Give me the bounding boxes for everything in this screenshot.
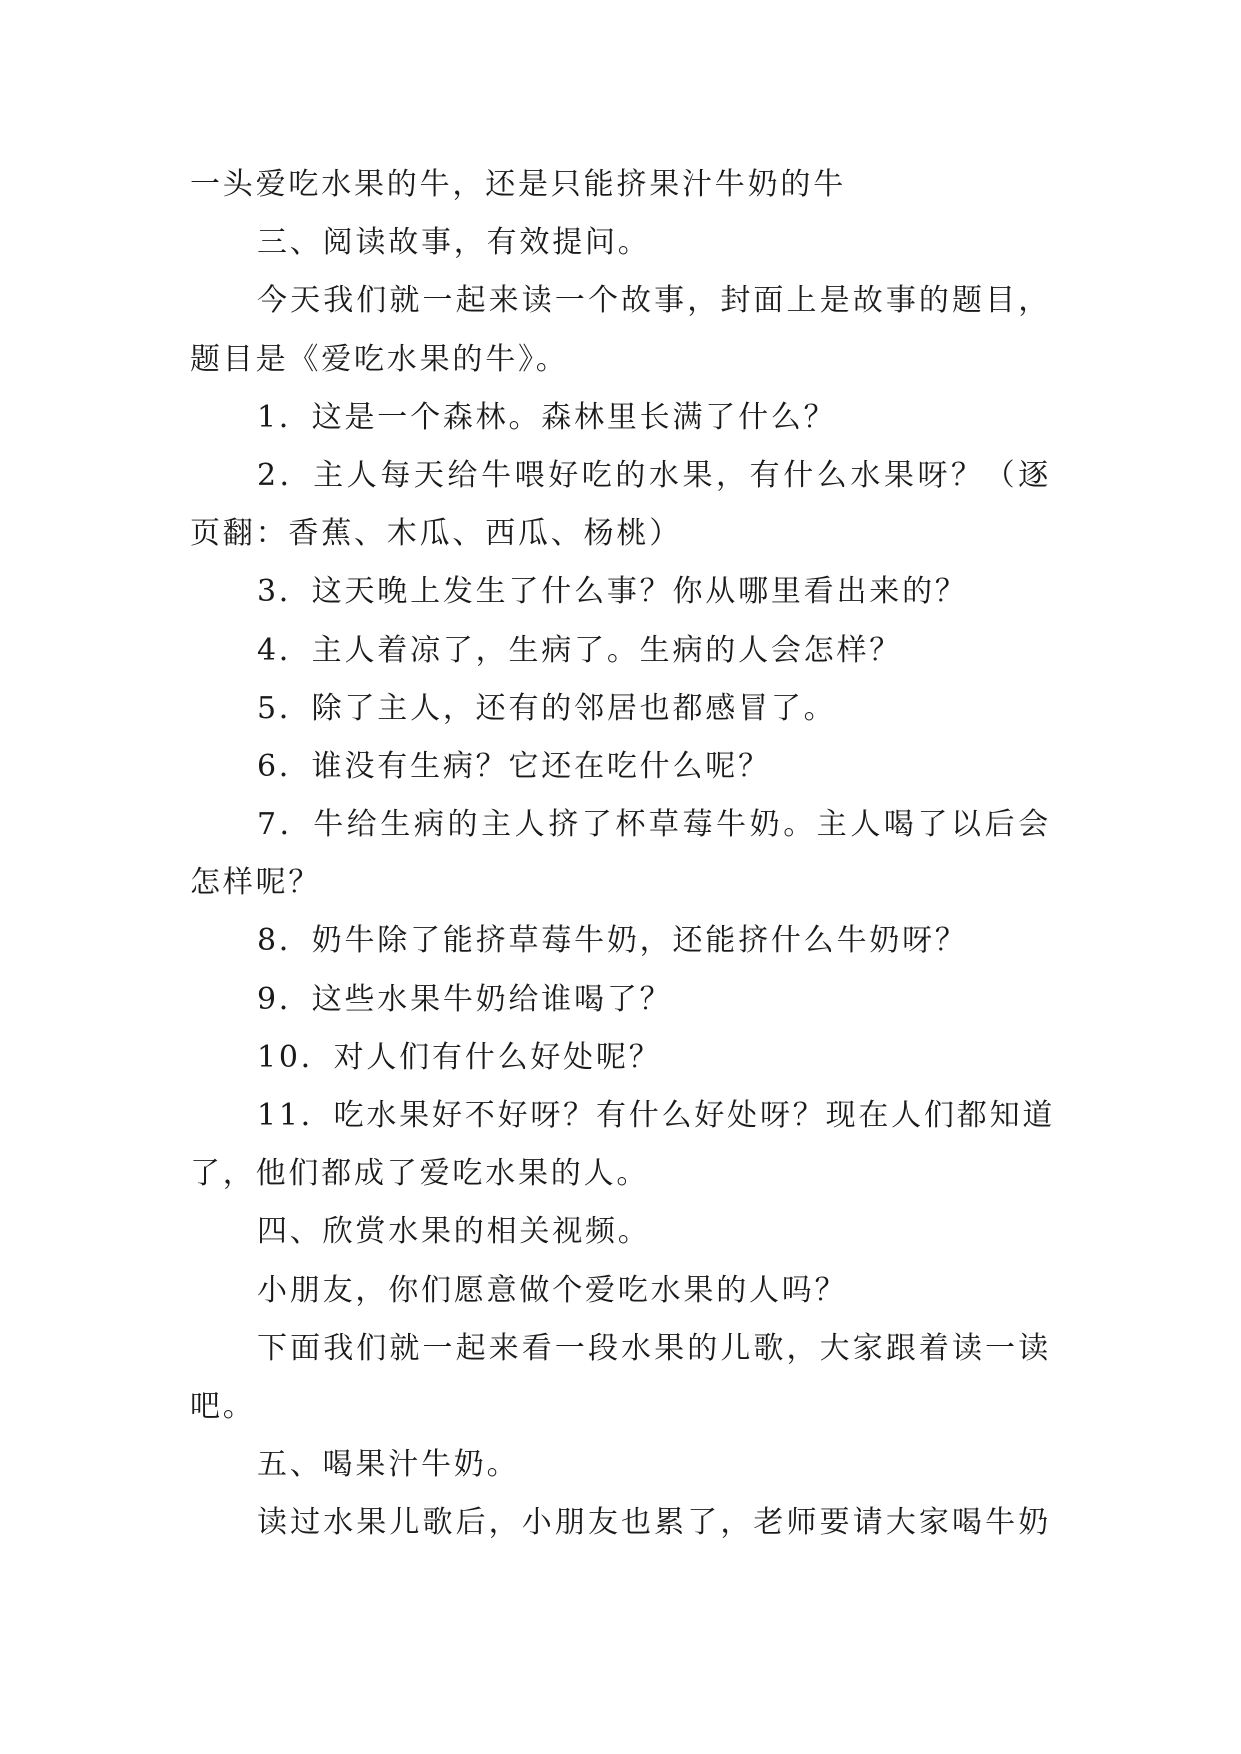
question-item: 10．对人们有什么好处呢？ (257, 1039, 662, 1075)
question-item: 2．主人每天给牛喂好吃的水果，有什么水果呀？（逐 (257, 457, 1051, 493)
question-item: 1．这是一个森林。森林里长满了什么？ (257, 399, 837, 435)
document-body (190, 156, 1056, 1553)
paragraph-line: 题目是《爱吃水果的牛》。 (190, 341, 569, 377)
paragraph-line: 一头爱吃水果的牛，还是只能挤果汁牛奶的牛 (190, 167, 846, 202)
question-item: 11．吃水果好不好呀？有什么好处呀？现在人们都知道 (257, 1098, 1056, 1133)
section-heading: 三、阅读故事，有效提问。 (257, 225, 651, 261)
paragraph-line: 小朋友，你们愿意做个爱吃水果的人吗？ (257, 1272, 848, 1308)
paragraph-line: 读过水果儿歌后，小朋友也累了，老师要请大家喝牛奶 (257, 1505, 1051, 1541)
question-item: 6．谁没有生病？它还在吃什么呢？ (257, 748, 771, 784)
paragraph-line: 今天我们就一起来读一个故事，封面上是故事的题目， (257, 283, 1051, 319)
question-item-continuation: 了，他们都成了爱吃水果的人。 (190, 1156, 650, 1192)
question-item-continuation: 怎样呢？ (190, 865, 322, 901)
question-item: 8．奶牛除了能挤草莓牛奶，还能挤什么牛奶呀？ (257, 923, 968, 959)
section-heading: 四、欣赏水果的相关视频。 (257, 1214, 651, 1250)
paragraph-line: 下面我们就一起来看一段水果的儿歌，大家跟着读一读 (257, 1330, 1051, 1366)
question-item: 4．主人着凉了，生病了。生病的人会怎样？ (257, 632, 903, 668)
question-item: 5．除了主人，还有的邻居也都感冒了。 (257, 690, 837, 726)
section-heading: 五、喝果汁牛奶。 (257, 1447, 520, 1483)
question-item-continuation: 页翻：香蕉、木瓜、西瓜、杨桃） (190, 516, 682, 552)
question-item: 7．牛给生病的主人挤了杯草莓牛奶。主人喝了以后会 (257, 807, 1051, 843)
paragraph-line: 吧。 (190, 1388, 256, 1424)
question-item: 9．这些水果牛奶给谁喝了？ (257, 981, 673, 1017)
question-item: 3．这天晚上发生了什么事？你从哪里看出来的？ (257, 574, 968, 610)
